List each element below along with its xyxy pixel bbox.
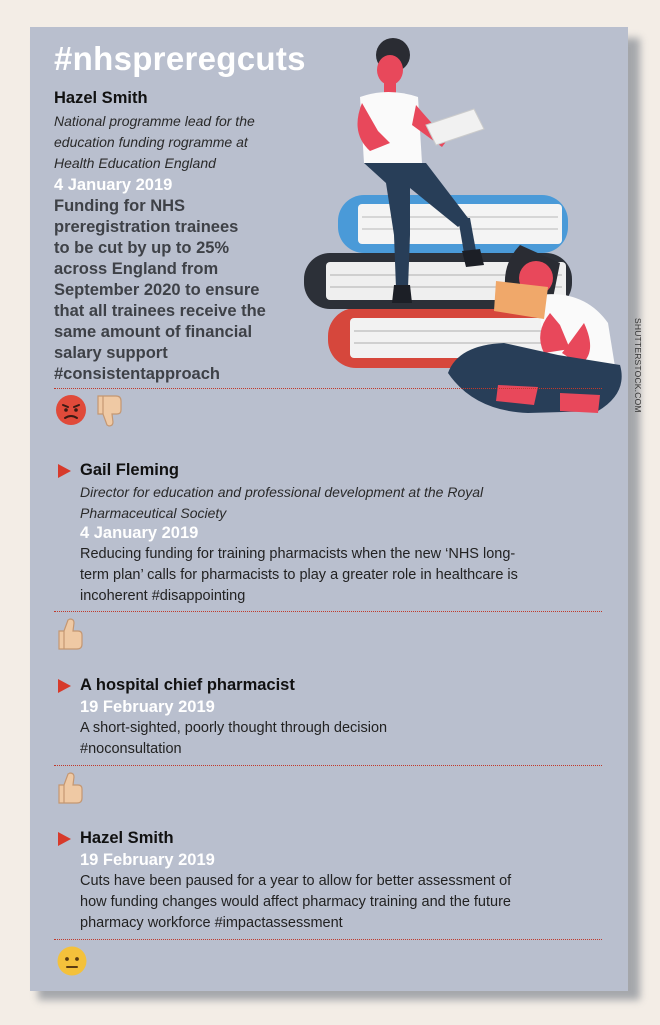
post-4-date: 19 February 2019	[80, 851, 215, 869]
post-1-role	[54, 111, 324, 174]
post-3-arrow-icon	[58, 679, 71, 693]
role-line: Director for education and professional development at the Royal	[80, 484, 484, 500]
thumbs-up-icon	[55, 617, 87, 653]
divider	[54, 611, 602, 612]
text-line: #noconsultation	[80, 741, 182, 757]
angry-face-icon	[54, 393, 88, 427]
text-line: Reducing funding for training pharmacists when the new ‘NHS long-	[80, 546, 516, 562]
text-line: how funding changes would affect pharmacy training and the future	[80, 894, 511, 910]
photo-credit: SHUTTERSTOCK.COM	[633, 318, 643, 413]
text-line: #consistentapproach	[54, 365, 220, 383]
role-line: Health Education England	[54, 155, 216, 171]
post-4-text	[80, 871, 620, 934]
post-3-text	[80, 718, 610, 760]
text-line: that all trainees receive the	[54, 302, 266, 320]
text-line: term plan’ calls for pharmacists to play a greater role in healthcare is	[80, 567, 518, 583]
text-line: Funding for NHS	[54, 197, 186, 215]
text-line: pharmacy workforce #impactassessment	[80, 915, 343, 931]
post-1-author: Hazel Smith	[54, 89, 148, 107]
post-1-date: 4 January 2019	[54, 176, 173, 194]
text-line: September 2020 to ensure	[54, 281, 260, 299]
text-line: to be cut by up to 25%	[54, 239, 230, 257]
divider	[54, 765, 602, 766]
post-2-arrow-icon	[58, 464, 71, 478]
post-2-text	[80, 544, 610, 607]
infographic-card	[30, 27, 628, 991]
role-line: National programme lead for the	[54, 113, 255, 129]
thumbs-down-icon	[94, 392, 126, 428]
thumbs-up-icon	[55, 771, 87, 807]
text-line: same amount of financial	[54, 323, 253, 341]
text-line: Cuts have been paused for a year to allow for better assessment of	[80, 873, 512, 889]
role-line: Pharmaceutical Society	[80, 505, 227, 521]
post-2-date: 4 January 2019	[80, 524, 199, 542]
post-2-role	[80, 482, 600, 524]
post-2-author: Gail Fleming	[80, 461, 180, 479]
role-line: education funding rogramme at	[54, 134, 248, 150]
hashtag-title: #nhspreregcuts	[54, 40, 306, 77]
neutral-face-icon	[56, 945, 88, 977]
divider	[54, 939, 602, 940]
text-line: salary support	[54, 344, 168, 362]
post-3-date: 19 February 2019	[80, 698, 215, 716]
post-4-arrow-icon	[58, 832, 71, 846]
text-line: A short-sighted, poorly thought through decision	[80, 720, 388, 736]
post-1-text	[54, 196, 354, 385]
text-line: across England from	[54, 260, 219, 278]
text-line: incoherent #disappointing	[80, 588, 246, 604]
divider	[54, 388, 602, 389]
post-3-author: A hospital chief pharmacist	[80, 676, 295, 694]
text-line: preregistration trainees	[54, 218, 239, 236]
post-4-author: Hazel Smith	[80, 829, 174, 847]
